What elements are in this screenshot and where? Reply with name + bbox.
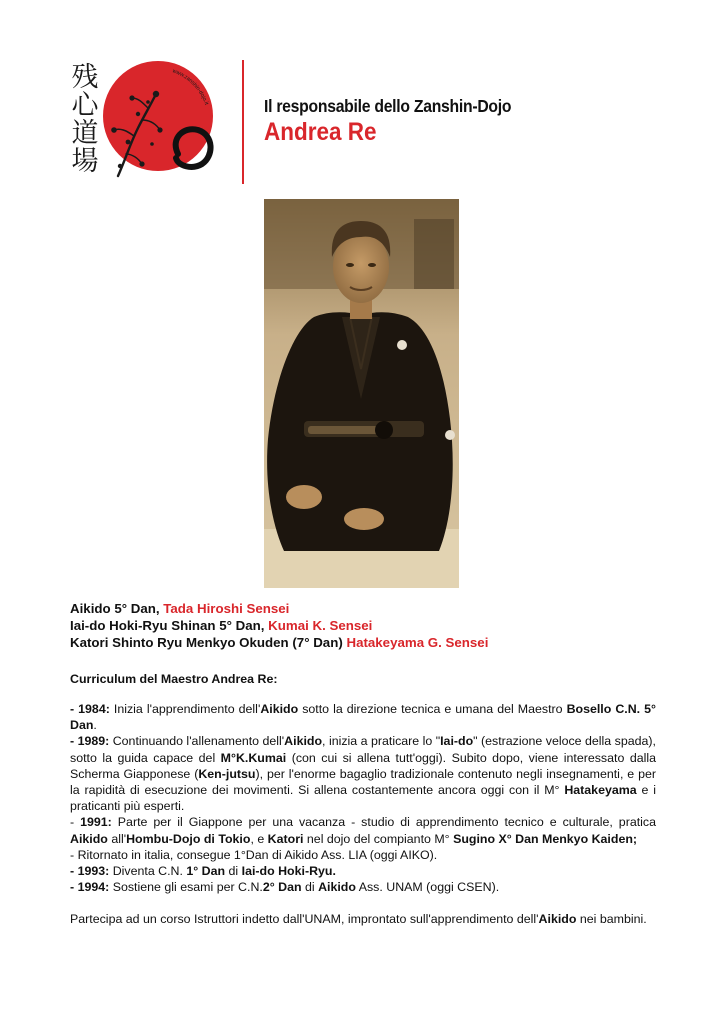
header-subtitle: Il responsabile dello Zanshin-Dojo: [264, 96, 512, 116]
curriculum-title: Curriculum del Maestro Andrea Re:: [70, 672, 278, 686]
zanshin-dojo-logo: [60, 58, 220, 188]
cv-entry-1994: - 1994: Sostiene gli esami per C.N.2° Dan di Aikido Ass. UNAM (oggi CSEN).: [70, 880, 500, 895]
cv-entry-1991: - 1991: Parte per il Giappone per una vacanza - studio di apprendimento tecnico e culturale, pratica Aikido all'Hombu-Dojo di Tokio, e Katori nel dojo del compianto M° Sugino X° Dan Menkyo Kaiden;: [70, 815, 657, 846]
rank-line: Katori Shinto Ryu Menkyo Okuden (7° Dan) Hatakeyama G. Sensei: [70, 635, 489, 650]
header-name: Andrea Re: [264, 118, 377, 146]
kanji-zan: 残: [71, 62, 99, 93]
kanji-jo: 場: [71, 146, 99, 177]
ranks-list: [70, 600, 660, 651]
red-sun-circle: [103, 61, 213, 171]
cv-entry-1993: - 1993: Diventa C.N. 1° Dan di Iai-do Hoki-Ryu.: [70, 864, 336, 879]
portrait-photo: [264, 199, 459, 588]
logo-website: www.zanshin-dojo.it: [171, 68, 210, 106]
logo-graphic: [60, 58, 220, 188]
cv-entry-1984: - 1984: Inizia l'apprendimento dell'Aikido sotto la direzione tecnica e umana del Maestro Bosello C.N. 5° Dan.: [70, 702, 656, 733]
rank-line: Iai-do Hoki-Ryu Shinan 5° Dan, Kumai K. Sensei: [70, 618, 373, 633]
header-divider: [242, 60, 244, 184]
portrait-illustration: [264, 199, 459, 588]
curriculum-body: [70, 701, 656, 928]
cv-final-paragraph: Partecipa ad un corso Istruttori indetto dall'UNAM, improntato sull'apprendimento dell'Aikido nei bambini.: [70, 912, 647, 927]
cv-entry-1989: - 1989: Continuando l'allenamento dell'Aikido, inizia a praticare lo "Iai-do" (estrazione veloce della spada), sotto la guida capace del M°K.Kumai (con cui si allena tutt'oggi). Subito dopo, viene interessato dalla Scherma Giapponese (Ken-jutsu), per l'enorme bagaglio tradizionale contenuto negli insegnamenti, e per la rapidità di esecuzione dei movimenti. Si allena costantemente ancora oggi con il M° Hatakeyama e i praticanti più esperti.: [70, 734, 657, 814]
cv-entry-ritorno: - Ritornato in italia, consegue 1°Dan di Aikido Ass. LIA (oggi AIKO).: [70, 847, 438, 862]
rank-line: Aikido 5° Dan, Tada Hiroshi Sensei: [70, 601, 290, 616]
kanji-do: 道: [71, 118, 99, 149]
kanji-shin: 心: [71, 90, 99, 121]
